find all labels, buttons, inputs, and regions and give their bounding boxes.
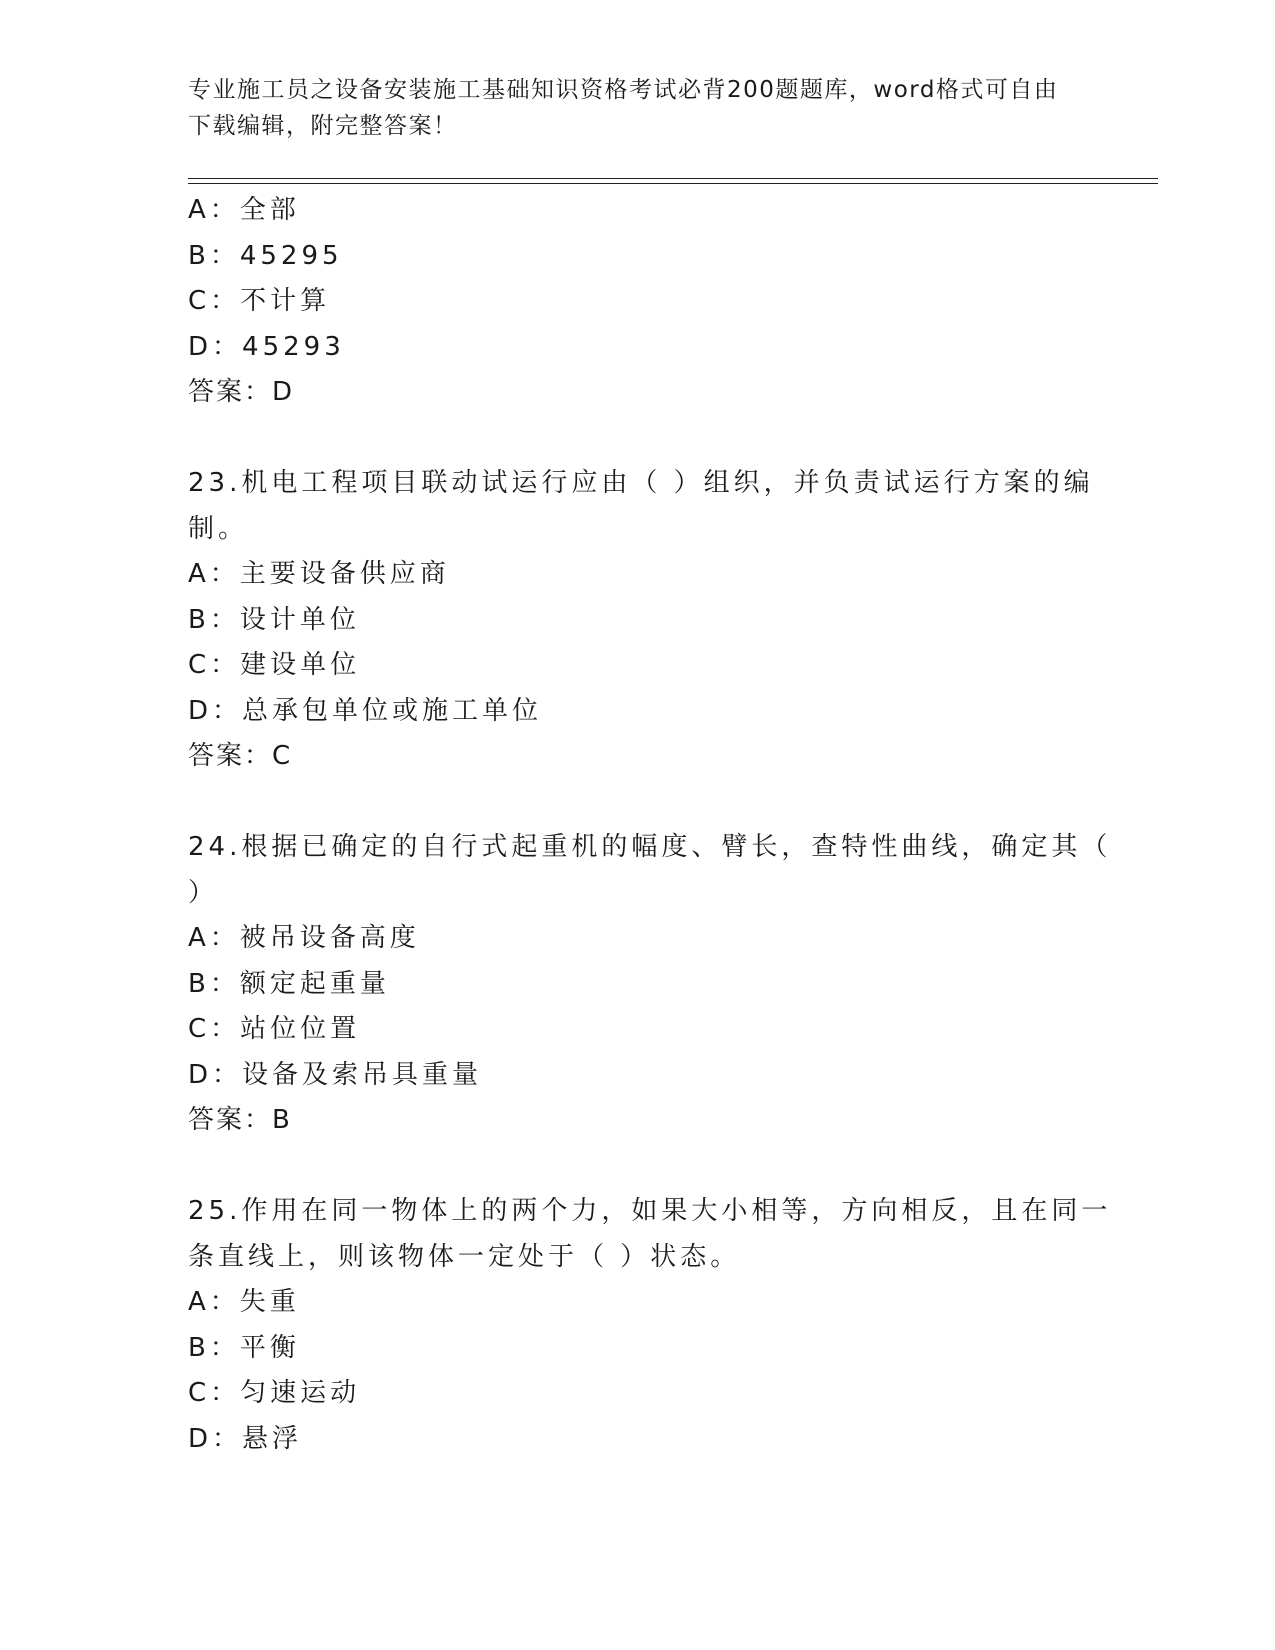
option-b: B：设计单位 — [188, 604, 360, 635]
option-a: A：失重 — [188, 1287, 300, 1317]
option-b: B：额定起重量 — [188, 968, 390, 999]
question-list — [188, 188, 1112, 1462]
question-25 — [188, 1189, 1112, 1462]
option-c: C：建设单位 — [188, 650, 361, 680]
question-text-line-1: 24.根据已确定的自行式起重机的幅度、臂长，查特性曲线，确定其（ — [188, 832, 1112, 862]
header-title-line-2: 下载编辑，附完整答案！ — [188, 113, 458, 139]
option-a: A：被吊设备高度 — [188, 923, 420, 953]
option-d: D：悬浮 — [188, 1423, 303, 1454]
question-22 — [188, 188, 1088, 416]
question-text-line-2: 制。 — [188, 513, 249, 544]
spacer — [188, 1144, 1088, 1190]
option-b: B：45295 — [188, 240, 343, 271]
spacer — [188, 780, 1088, 826]
option-b: B：平衡 — [188, 1332, 300, 1363]
option-a: A：全部 — [188, 195, 300, 225]
option-c: C：站位位置 — [188, 1014, 361, 1044]
document-header — [188, 72, 1088, 144]
option-d: D：45293 — [188, 331, 345, 362]
spacer — [188, 416, 1088, 462]
answer: 答案：B — [188, 1105, 292, 1135]
question-24 — [188, 825, 1112, 1144]
header-divider-bottom — [188, 183, 1158, 184]
header-divider-top — [188, 178, 1158, 179]
question-text-line-1: 25.作用在同一物体上的两个力，如果大小相等，方向相反，且在同一 — [188, 1196, 1112, 1226]
option-d: D：设备及索吊具重量 — [188, 1059, 483, 1090]
question-23 — [188, 461, 1094, 780]
question-text-line-2: ） — [188, 877, 219, 908]
option-c: C：不计算 — [188, 286, 331, 316]
option-c: C：匀速运动 — [188, 1378, 361, 1408]
question-text-line-2: 条直线上，则该物体一定处于（ ）状态。 — [188, 1241, 741, 1272]
option-a: A：主要设备供应商 — [188, 559, 450, 589]
answer: 答案：D — [188, 377, 295, 407]
option-d: D：总承包单位或施工单位 — [188, 695, 543, 726]
question-text-line-1: 23.机电工程项目联动试运行应由（ ）组织，并负责试运行方案的编 — [188, 468, 1094, 498]
answer: 答案：C — [188, 741, 293, 771]
header-title-line-1: 专业施工员之设备安装施工基础知识资格考试必背200题题库，word格式可自由 — [188, 77, 1059, 103]
